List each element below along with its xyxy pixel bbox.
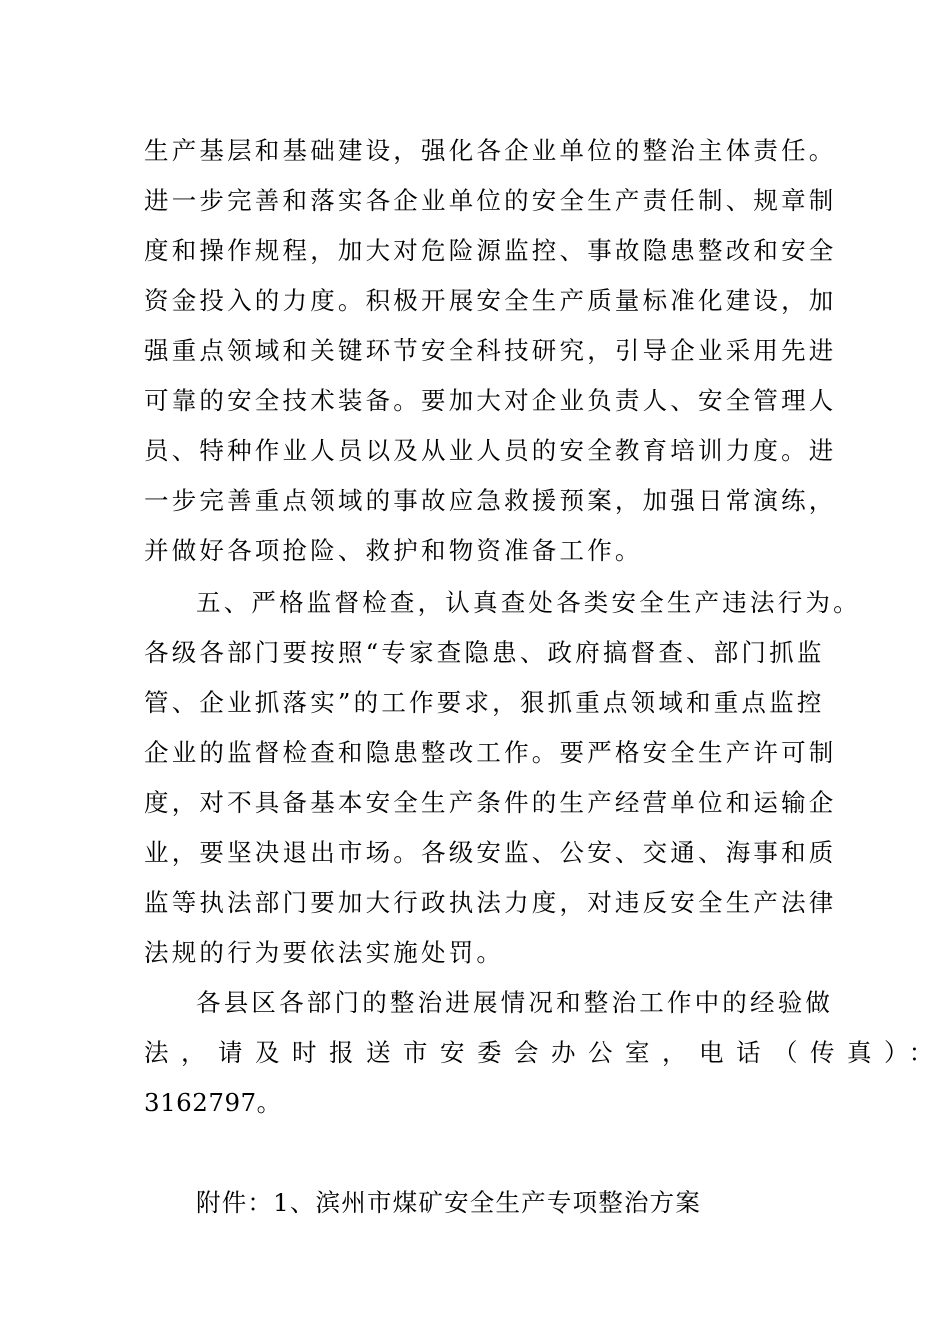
text-line: 各县区各部门的整治进展情况和整治工作中的经验做 <box>196 988 834 1017</box>
attachment-line: 附件：1、滨州市煤矿安全生产专项整治方案 <box>196 1188 702 1217</box>
text-line: 业，要坚决退出市场。各级安监、公安、交通、海事和质 <box>144 838 837 867</box>
text-line: 管、企业抓落实”的工作要求，狠抓重点领域和重点监控 <box>144 688 825 717</box>
text-line: 员、特种作业人员以及从业人员的安全教育培训力度。进 <box>144 436 837 465</box>
text-line: 生产基层和基础建设，强化各企业单位的整治主体责任。 <box>144 136 837 165</box>
text-line: 度，对不具备基本安全生产条件的生产经营单位和运输企 <box>144 788 837 817</box>
text-line: 监等执法部门要加大行政执法力度，对违反安全生产法律 <box>144 888 837 917</box>
text-line: 法，请及时报送市安委会办公室，电话（传真）： <box>144 1038 946 1067</box>
text-line: 企业的监督检查和隐患整改工作。要严格安全生产许可制 <box>144 738 837 767</box>
text-line: 法规的行为要依法实施处罚。 <box>144 938 505 967</box>
text-line: 并做好各项抢险、救护和物资准备工作。 <box>144 536 643 565</box>
text-line: 强重点领域和关键环节安全科技研究，引导企业采用先进 <box>144 336 837 365</box>
text-line: 可靠的安全技术装备。要加大对企业负责人、安全管理人 <box>144 386 837 415</box>
section-heading: 五、严格监督检查，认真查处各类安全生产违法行为。 <box>196 588 861 617</box>
text-line: 资金投入的力度。积极开展安全生产质量标准化建设，加 <box>144 286 837 315</box>
text-line: 一步完善重点领域的事故应急救援预案，加强日常演练， <box>144 486 837 515</box>
text-line: 进一步完善和落实各企业单位的安全生产责任制、规章制 <box>144 186 837 215</box>
text-line: 度和操作规程，加大对危险源监控、事故隐患整改和安全 <box>144 236 837 265</box>
text-line: 3162797。 <box>144 1088 282 1117</box>
text-line: 各级各部门要按照“专家查隐患、政府搞督查、部门抓监 <box>144 638 825 667</box>
